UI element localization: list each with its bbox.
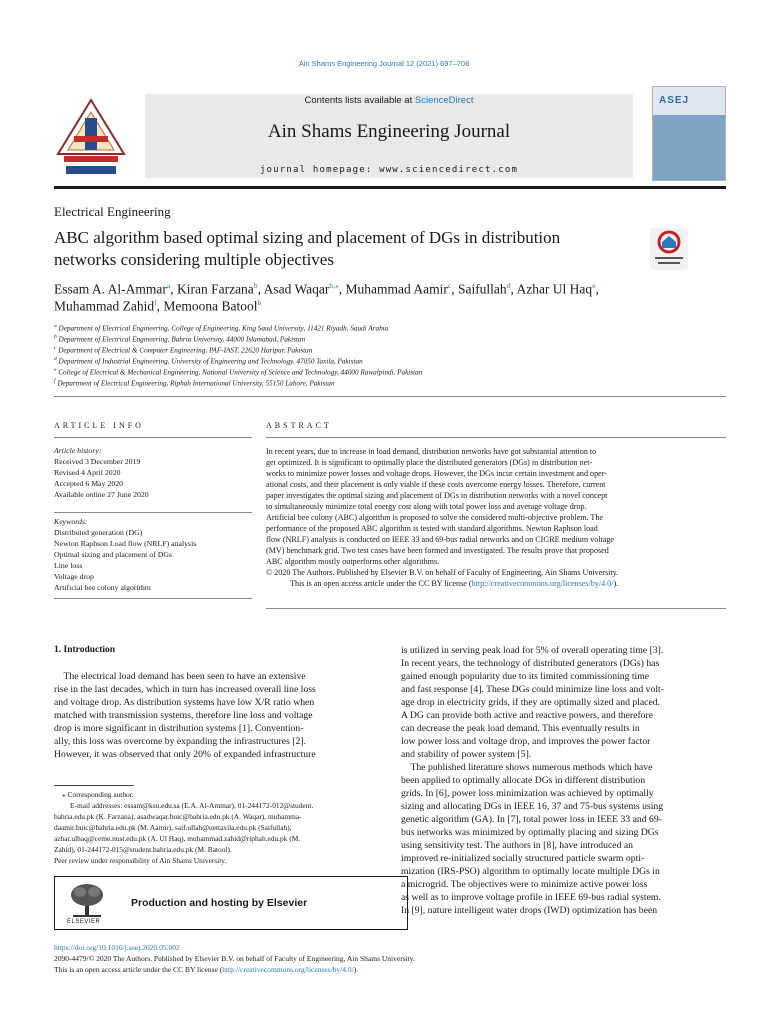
journal-name: Ain Shams Engineering Journal bbox=[267, 121, 511, 142]
author-name[interactable]: Asad Waqar bbox=[263, 281, 330, 297]
body-line: drop is more significant in distribution systems [1]. Convention- bbox=[54, 723, 304, 734]
authors-line-1 bbox=[54, 281, 599, 298]
license-link[interactable]: http://creativecommons.org/licenses/by/4.0/ bbox=[471, 579, 614, 588]
license-line bbox=[290, 579, 726, 588]
author-name[interactable]: Memoona Batool bbox=[163, 298, 258, 314]
article-info-rule bbox=[54, 437, 252, 438]
sciencedirect-link[interactable]: ScienceDirect bbox=[414, 95, 474, 106]
body-line: The electrical load demand has been seen to have an extensive bbox=[54, 671, 306, 682]
history-item: Received 3 December 2019 bbox=[54, 457, 141, 466]
body-line: The published literature shows numerous methods which have bbox=[401, 762, 653, 773]
author-sup[interactable]: e bbox=[592, 281, 596, 290]
article-category: Electrical Engineering bbox=[54, 204, 171, 219]
author-separator: , bbox=[510, 281, 517, 297]
abstract-heading: ABSTRACT bbox=[266, 421, 332, 430]
affiliation-sup: e bbox=[54, 367, 57, 373]
email-line[interactable]: azhar.ulhaq@ceme.nust.edu.pk (A. Ul Haq), muhammad.zahid@riphah.edu.pk (M. bbox=[54, 834, 301, 843]
keywords-label: Keywords: bbox=[54, 517, 88, 526]
cover-title: ASEJ bbox=[659, 95, 690, 106]
body-line: matched with transmission systems, therefore line loss and voltage bbox=[54, 710, 313, 721]
authors-line-2 bbox=[54, 298, 261, 315]
author-sup[interactable]: a bbox=[166, 281, 171, 290]
abstract-line: ational costs, and their placement is only viable if these costs overcome energy losses. Therefore, current bbox=[266, 480, 606, 489]
keyword: Distributed generation (DG) bbox=[54, 528, 143, 537]
license-prefix: This is an open access article under the CC BY license ( bbox=[290, 579, 472, 588]
abstract-line: to simultaneously minimize total energy cost along with total power loss and average voltage drop. bbox=[266, 502, 587, 511]
author-separator: , bbox=[156, 298, 164, 314]
affiliation-text: College of Electrical & Mechanical Engineering, National University of Science and Technology, 44000 Rawalpindi, Pakistan bbox=[58, 368, 423, 377]
footnote-rule bbox=[54, 785, 134, 786]
elsevier-banner bbox=[54, 876, 408, 930]
peer-review-note: Peer review under responsibility of Ain Shams University. bbox=[54, 856, 227, 865]
author-sup[interactable]: d bbox=[506, 281, 511, 290]
section-heading: 1. Introduction bbox=[54, 645, 116, 655]
copyright-line: © 2020 The Authors. Published by Elsevier B.V. on behalf of Faculty of Engineering, Ain Shams University. bbox=[266, 568, 619, 577]
affiliation-text: Department of Electrical Engineering, Bahria University, 44000 Islamabad, Pakistan bbox=[58, 335, 306, 344]
university-logo bbox=[52, 98, 130, 178]
author-separator: , bbox=[170, 281, 177, 297]
article-title-line-2: networks considering multiple objectives bbox=[54, 250, 334, 269]
body-line: grids. In [6], power loss minimization was achieved by optimally bbox=[401, 788, 654, 799]
history-item: Accepted 6 May 2020 bbox=[54, 479, 124, 488]
check-for-updates-badge[interactable] bbox=[650, 228, 688, 270]
abstract-line: ABC algorithm mostly outperforms other algorithms. bbox=[266, 557, 440, 566]
affiliation bbox=[54, 378, 335, 387]
footer-license-prefix: This is an open access article under the CC BY license ( bbox=[54, 965, 223, 974]
body-line: is utilized in serving peak load for 5% of overall operating time [3]. bbox=[401, 645, 664, 656]
body-line: and fast response [4]. These DGs could minimize line loss and volt- bbox=[401, 684, 664, 695]
body-line: using sensitivity test. The authors in [8], have introduced an bbox=[401, 840, 634, 851]
article-info-bottom-rule bbox=[54, 598, 252, 599]
body-line: as well as to improve voltage profile in IEEE 69-bus radial system. bbox=[401, 892, 661, 903]
author-sup[interactable]: f bbox=[154, 298, 157, 307]
affiliation-sup: b bbox=[54, 334, 57, 340]
abstract-line: (MV) benchmark grid. Two test cases have been formed and investigated. The results prove that proposed bbox=[266, 546, 609, 555]
body-line: rise in the last decades, which in turn has increased overall line loss bbox=[54, 684, 316, 695]
journal-homepage[interactable]: journal homepage: www.sciencedirect.com bbox=[259, 165, 519, 175]
body-line: low power loss and voltage drop, and improves the power factor bbox=[401, 736, 651, 747]
abstract-line: performance of the proposed ABC algorithm is tested with standard algorithms. Newton Raphson load bbox=[266, 524, 598, 533]
author-name[interactable]: Essam A. Al-Ammar bbox=[54, 281, 167, 297]
doi-link[interactable]: https://doi.org/10.1016/j.asej.2020.05.002 bbox=[54, 943, 180, 952]
body-line: mization (IRS-PSO) algorithm to optimally locate multiple DGs in bbox=[401, 866, 660, 877]
affiliation-sup: d bbox=[54, 356, 57, 362]
footer-license-link[interactable]: http://creativecommons.org/licenses/by/4.0/ bbox=[222, 965, 354, 974]
body-line: age drop in electricity grids, if they are optimally sized and placed. bbox=[401, 697, 661, 708]
author-name[interactable]: Saifullah bbox=[457, 281, 507, 297]
affiliation bbox=[54, 367, 422, 376]
journal-cover-image[interactable] bbox=[652, 86, 726, 181]
header-rule bbox=[54, 186, 726, 189]
body-line: ally, this loss was overcome by expanding the infrastructures [2]. bbox=[54, 736, 306, 747]
article-title-line-1: ABC algorithm based optimal sizing and placement of DGs in distribution bbox=[54, 228, 561, 247]
author-separator: , bbox=[257, 281, 264, 297]
keyword: Optimal sizing and placement of DGs bbox=[54, 550, 173, 559]
abstract-line: get optimized. It is significant to optimally place the distributed generators (DGs) in distribution net- bbox=[266, 458, 593, 467]
body-line: been applied to optimally allocate DGs in different distribution bbox=[401, 775, 646, 786]
journal-reference[interactable]: Ain Shams Engineering Journal 12 (2021) 697–708 bbox=[298, 59, 470, 68]
author-sup[interactable]: b,⁎ bbox=[329, 281, 339, 290]
body-line: improved re-initialized socially structured particle swarm opti- bbox=[401, 853, 645, 864]
email-line[interactable]: E-mail addresses: essam@ksu.edu.sa (E.A. Al-Ammar), 01-244172-012@student. bbox=[70, 801, 314, 810]
affiliation-sup: a bbox=[54, 323, 57, 329]
abstract-line: Artificial bee colony (ABC) algorithm is proposed to solve the considered multi-objective problem. The bbox=[266, 513, 604, 522]
keyword: Newton Raphson Load flow (NRLF) analysis bbox=[54, 539, 197, 548]
body-line: In [9], nature intelligent water drops (IWD) optimization has been bbox=[401, 905, 658, 916]
body-line: sizing and allocating DGs in IEEE 16, 37 and 75-bus systems using bbox=[401, 801, 664, 812]
footer-license-suffix: ). bbox=[353, 965, 359, 974]
affiliation-text: Department of Electrical Engineering, Riphah International University, 55150 Lahore, Pakistan bbox=[57, 379, 335, 388]
affiliation bbox=[54, 334, 305, 343]
author-name[interactable]: Kiran Farzana bbox=[176, 281, 254, 297]
body-line: can decrease the peak load demand. This eventually results in bbox=[401, 723, 640, 734]
history-label: Article history: bbox=[54, 446, 102, 455]
affiliation-text: Department of Industrial Engineering, University of Engineering and Technology, 47050 Taxila, Pakistan bbox=[58, 357, 363, 366]
body-line: However, it was observed that only 20% of expanded infrastructure bbox=[54, 749, 316, 760]
body-line: In recent years, the technology of distributed generators (DGs) has bbox=[401, 658, 660, 669]
author-separator: , bbox=[595, 281, 599, 297]
affiliation-sup: f bbox=[54, 378, 56, 384]
contents-prefix: Contents lists available at bbox=[304, 95, 415, 106]
abstract-line: In recent years, due to increase in load demand, distribution networks have got substantial attention to bbox=[266, 447, 597, 456]
email-line[interactable]: bahria.edu.pk (K. Farzana), asadwaqar.buic@bahria.edu.pk (A. Waqar), muhamma- bbox=[54, 812, 302, 821]
keyword: Artificial bee colony algorithm bbox=[54, 583, 151, 592]
affiliation bbox=[54, 323, 388, 332]
affiliations-rule bbox=[54, 396, 726, 397]
abstract-line: works to minimize power losses and voltage drops. However, the DGs incur certain investment and oper- bbox=[266, 469, 607, 478]
keyword: Voltage drop bbox=[54, 572, 94, 581]
author-sup[interactable]: b bbox=[253, 281, 258, 290]
history-item: Available online 27 June 2020 bbox=[54, 490, 149, 499]
affiliation-sup: c bbox=[54, 345, 57, 351]
abstract-rule bbox=[266, 437, 726, 438]
email-line[interactable]: daamir.buic@bahria.edu.pk (M. Aamir), saif.ullah@uettaxila.edu.pk (Saifullah), bbox=[54, 823, 292, 832]
abstract-bottom-rule bbox=[266, 608, 726, 609]
abstract-line: paper investigates the optimal sizing and placement of DGs in distribution networks with a novel concept bbox=[266, 491, 608, 500]
footer-license-line bbox=[54, 965, 358, 974]
body-line: gained enough popularity due to its limited commissioning time bbox=[401, 671, 650, 682]
history-item: Revised 4 April 2020 bbox=[54, 468, 121, 477]
body-line: and voltage drop. As distribution systems have low X/R ratio when bbox=[54, 697, 315, 708]
author-separator: , bbox=[338, 281, 346, 297]
affiliation-text: Department of Electrical Engineering, College of Engineering, King Saud University, 11421 Riyadh, Saudi Arabia bbox=[58, 324, 389, 333]
affiliation bbox=[54, 356, 363, 365]
affiliation-text: Department of Electrical & Computer Engineering, PAF-IAST, 22620 Haripur, Pakistan bbox=[58, 346, 313, 355]
author-name[interactable]: Azhar Ul Haq bbox=[516, 281, 593, 297]
contents-line bbox=[145, 95, 633, 106]
body-line: bus networks was minimized by optimally placing and sizing DGs bbox=[401, 827, 659, 838]
corresponding-author-note: ⁎ Corresponding author. bbox=[62, 790, 134, 799]
author-sup[interactable]: b bbox=[257, 298, 262, 307]
body-line: and stability of power system [5]. bbox=[401, 749, 532, 760]
author-sup[interactable]: c bbox=[447, 281, 452, 290]
production-hosting-label: Production and hosting by Elsevier bbox=[131, 897, 308, 909]
author-separator: , bbox=[451, 281, 458, 297]
abstract-line: flow (NRLF) analysis is conducted on IEEE 33 and 69-bus radial networks and on CIGRE medium voltage bbox=[266, 535, 614, 544]
body-line: A DG can provide both active and reactive powers, and therefore bbox=[401, 710, 654, 721]
body-line: a microgrid. The objectives were to minimize active power loss bbox=[401, 879, 648, 890]
author-name[interactable]: Muhammad Aamir bbox=[345, 281, 448, 297]
keyword: Line loss bbox=[54, 561, 83, 570]
elsevier-tree-icon bbox=[65, 881, 109, 919]
email-line[interactable]: Zahid), 01-244172-015@student.bahria.edu.pk (M. Batool). bbox=[54, 845, 232, 854]
author-name[interactable]: Muhammad Zahid bbox=[54, 298, 155, 314]
elsevier-wordmark: ELSEVIER bbox=[67, 919, 101, 925]
article-info-heading: ARTICLE INFO bbox=[54, 421, 144, 430]
body-line: genetic algorithm (GA). In [7], total power loss in IEEE 33 and 69- bbox=[401, 814, 662, 825]
article-info-divider bbox=[54, 512, 252, 513]
issn-line: 2090-4479/© 2020 The Authors. Published by Elsevier B.V. on behalf of Faculty of Engineering, Ain Shams University. bbox=[54, 954, 415, 963]
license-suffix: ). bbox=[613, 579, 619, 588]
affiliation bbox=[54, 345, 312, 354]
